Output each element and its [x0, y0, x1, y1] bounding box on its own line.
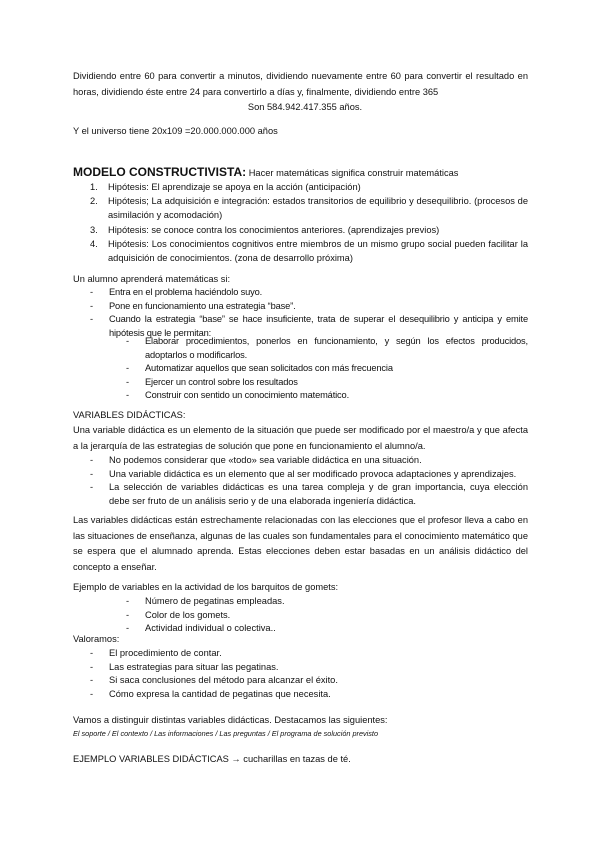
list-item: 1. Hipótesis: El aprendizaje se apoya en la acción (anticipación) — [90, 182, 361, 192]
universe-line: Y el universo tiene 20x109 =20.000.000.000 años — [73, 126, 278, 136]
list-item: - Una variable didáctica es un elemento que al ser modificado provoca adaptaciones y aprendizajes. — [90, 468, 517, 479]
list-item: - Cuando la estrategia “base” se hace insuficiente, trata de superar el desequilibrio y anticipa y emite hipótesis que le permitan: — [90, 314, 528, 338]
list-item: - Construir con sentido un conocimiento matemático. — [126, 390, 350, 401]
list-item: - Automatizar aquellos que sean solicitados con más frecuencia — [126, 363, 393, 374]
list-item: 3. Hipótesis: se conoce contra los conocimientos anteriores. (aprendizajes previos) — [90, 224, 440, 235]
valoramos-list — [73, 647, 528, 701]
list-item: 2. Hipótesis; La adquisición e integración: estados transitorios de equilibrio y desequilibrio. (procesos de asimilación y acomodación) — [90, 196, 528, 221]
model-subtitle: Hacer matemáticas significa construir matemáticas — [246, 168, 459, 178]
years-result: Son 584.942.417.355 años. — [247, 102, 363, 112]
model-title: MODELO CONSTRUCTIVISTA: — [73, 165, 247, 179]
variables-heading: VARIABLES DIDÁCTICAS: — [73, 410, 186, 420]
student-list — [73, 286, 528, 340]
list-item: - No podemos considerar que «todo» sea variable didáctica en una situación. — [90, 455, 422, 465]
student-intro: Un alumno aprenderá matemáticas si: — [73, 274, 231, 284]
distinguish-line: Vamos a distinguir distintas variables didácticas. Destacamos las siguientes: — [73, 715, 388, 725]
example-list — [73, 595, 528, 636]
list-item: - Número de pegatinas empleadas. — [126, 596, 285, 606]
student-sublist — [73, 335, 528, 403]
list-item: - Entra en el problema haciéndolo suyo. — [90, 287, 263, 297]
list-item: - Si saca conclusiones del método para alcanzar el éxito. — [90, 675, 338, 686]
variables-list — [73, 454, 528, 508]
list-item: - La selección de variables didácticas es una tarea compleja y de gran importancia, cuya elección debe ser fruto de un análisis serio y de una elaborada ingeniería didáctica. — [90, 482, 528, 506]
list-item: - Cómo expresa la cantidad de pegatinas que necesita. — [90, 688, 331, 699]
valoramos-heading: Valoramos: — [73, 634, 120, 644]
variables-definition: Una variable didáctica es un elemento de la situación que puede ser modificado por el maestro/a y que afecta a la jerarquía de las estrategias de solución que pone en funcionamiento el alumno/a. — [73, 425, 528, 451]
list-item: - Las estrategias para situar las pegatinas. — [90, 661, 279, 672]
list-item: 4. Hipótesis: Los conocimientos cognitivos entre miembros de un mismo grupo social pueden facilitar la adquisición de conocimientos. (zona de desarrollo próxima) — [90, 238, 528, 264]
distinguish-examples: El soporte / El contexto / Las informaciones / Las preguntas / El programa de solución previsto — [73, 729, 379, 738]
intro-paragraph: Dividiendo entre 60 para convertir a minutos, dividiendo nuevamente entre 60 para convertir el resultado en horas, dividiendo éste entre 24 para convertirlo a días y, finalmente, dividiendo entre 365 — [73, 71, 528, 97]
list-item: - El procedimiento de contar. — [90, 648, 222, 658]
list-item: - Elaborar procedimientos, ponerlos en funcionamiento, y según los efectos producidos, adoptarlos o modificarlos. — [126, 336, 528, 360]
list-item: - Actividad individual o colectiva.. — [126, 623, 276, 634]
list-item: - Ejercer un control sobre los resultados — [126, 376, 298, 387]
final-example: EJEMPLO VARIABLES DIDÁCTICAS → cucharillas en tazas de té. — [73, 754, 351, 764]
list-item: - Pone en funcionamiento una estrategia “base”. — [90, 300, 296, 311]
hypothesis-list — [73, 180, 528, 265]
example-intro: Ejemplo de variables en la actividad de los barquitos de gomets: — [73, 582, 339, 592]
list-item: - Color de los gomets. — [126, 609, 231, 620]
variables-relation: Las variables didácticas están estrechamente relacionadas con las elecciones que el profesor lleva a cabo en las situaciones de enseñanza, algunas de las cuales son fundamentales para el conocimiento matemático que se espera que el alumnado aprenda. Estas elecciones deben estar basadas en un análisis didáctico del concepto a enseñar. — [73, 515, 528, 572]
